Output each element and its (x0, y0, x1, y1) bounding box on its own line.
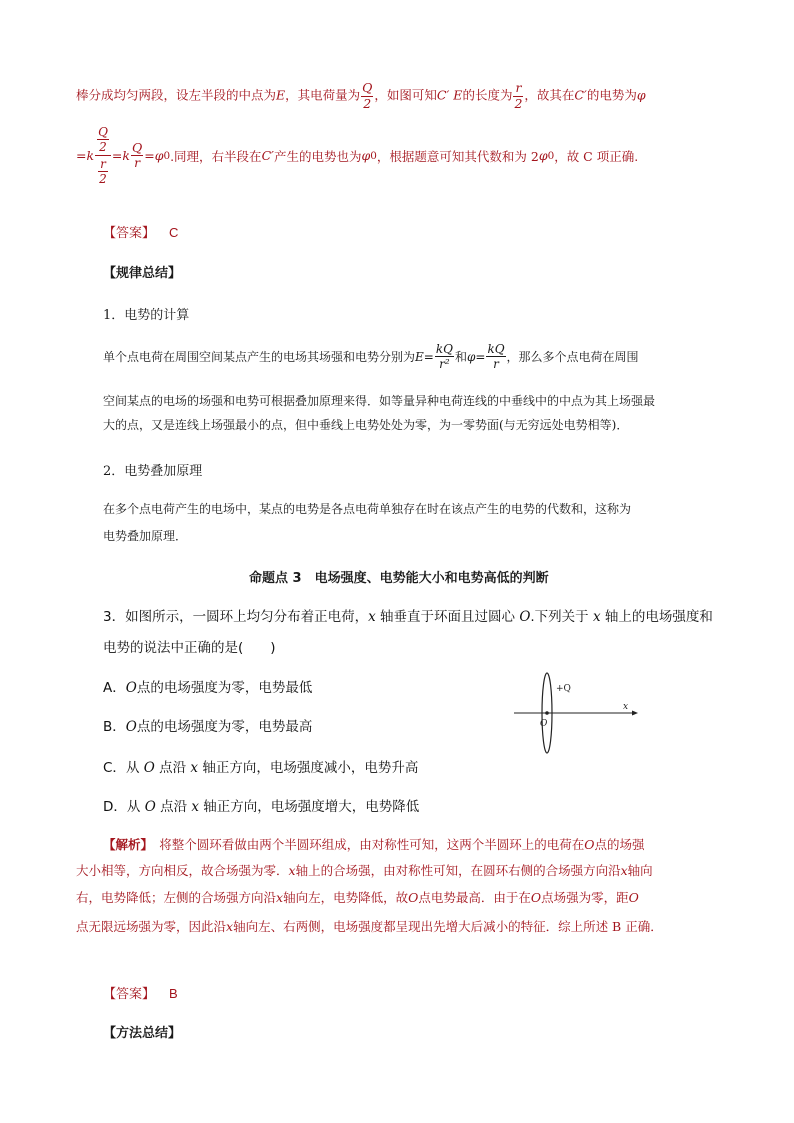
var-phi: φ (538, 148, 548, 163)
fraction-r-over-2 (513, 82, 523, 110)
var-O: O (519, 609, 531, 625)
text: 单个点电荷在周围空间某点产生的电场其场强和电势分别为 (103, 350, 416, 364)
fraction-Q-over-2 (361, 82, 373, 110)
text: .同理，右半段在 (170, 148, 262, 164)
text: 轴向 (627, 863, 653, 878)
question-stem-line-2: 电势的说法中正确的是( ) (103, 640, 276, 656)
answer-1 (103, 222, 178, 241)
var-phi: φ (636, 87, 646, 103)
analysis-3-line-3 (76, 888, 639, 906)
text: 从 (126, 799, 145, 815)
summary-item1-line2: 空间某点的电场的场强和电势可根据叠加原理来得．如等量异种电荷连线的中垂线中的中点为其上场强最 (103, 394, 656, 408)
summary-item1-line1 (103, 343, 639, 370)
text: 轴向左，电势降低，故 (283, 890, 409, 905)
answer-label: 【答案】 (103, 226, 156, 241)
var-phi: φ (361, 148, 371, 163)
var-O: O (144, 799, 156, 815)
analysis-3-line-1 (103, 835, 645, 853)
denominator: 2 (97, 139, 109, 153)
summary-title: 【规律总结】 (103, 266, 182, 281)
question-stem-line-1 (103, 605, 713, 625)
charge-label: +Q (556, 684, 571, 694)
subscript: 0 (163, 149, 171, 162)
analysis-3-line-2 (76, 861, 653, 879)
var-O: O (584, 837, 595, 852)
var-O: O (125, 719, 137, 735)
text: 点沿 (154, 760, 191, 776)
answer-value: B (169, 986, 178, 1001)
numerator: Q (98, 125, 108, 139)
denominator: 2 (99, 172, 107, 186)
numerator: Q (362, 80, 373, 95)
text: =k (111, 148, 130, 163)
fraction-kQ-over-r (486, 343, 505, 370)
summary-item2-line1: 在多个点电荷产生的电场中，某点的电势是各点电荷单独存在时在该点产生的电势的代数和，这称为 (103, 502, 632, 516)
text: .下列关于 (530, 609, 593, 625)
text: 轴向左、右两侧，电场强度都呈现出先增大后减小的特征．综上所述 B 正确． (233, 919, 663, 934)
text: 点的电场强度为零，电势最低 (136, 680, 313, 696)
summary-item2-title: 2．电势叠加原理 (103, 464, 203, 479)
text: =φ (144, 148, 164, 163)
text: 右，电势降低；左侧的合场强方向沿 (76, 890, 277, 905)
var-E: E (415, 349, 424, 364)
text: 轴上的电场强度和 (600, 609, 713, 625)
numerator: r (515, 80, 522, 95)
var-C: C′ (574, 87, 587, 103)
var-O: O (125, 680, 137, 696)
text: 棒分成均匀两段，设左半段的中点为 (76, 87, 277, 103)
var-O: O (143, 760, 155, 776)
var-x: x (190, 760, 199, 776)
var-O: O (408, 890, 419, 905)
answer-value: C (169, 225, 179, 240)
numerator: r (100, 157, 106, 171)
subscript: 0 (370, 149, 377, 162)
denominator: r (486, 356, 505, 370)
analysis-label: 【解析】 (103, 837, 147, 852)
var-x: x (288, 863, 296, 878)
answer-3 (103, 983, 178, 1002)
text: 点场强为零，距 (541, 890, 629, 905)
summary-item1-line3: 大的点，又是连线上场强最小的点，但中垂线上电势处处为零，为一零势面(与无穷远处电势相等)． (103, 418, 629, 432)
origin-point (545, 711, 549, 715)
option-b[interactable] (103, 715, 312, 735)
method-summary-title: 【方法总结】 (103, 1026, 182, 1041)
var-x: x (276, 890, 284, 905)
denominator: r (131, 155, 143, 170)
fraction-Q-over-r (131, 139, 143, 170)
text: ，那么多个点电荷在周围 (506, 350, 639, 364)
compound-fraction (95, 126, 111, 185)
analysis-3-line-4 (76, 917, 663, 935)
summary-item1-title: 1．电势的计算 (103, 308, 190, 323)
option-letter: C． (103, 760, 126, 776)
option-d[interactable] (103, 795, 419, 815)
inner-fraction (97, 126, 109, 153)
text: 大小相等，方向相反，故合场强为零． (76, 863, 289, 878)
text: 的电势为 (586, 87, 637, 103)
text: 和 (454, 350, 467, 364)
var-O: O (628, 890, 639, 905)
var-x: x (191, 799, 199, 815)
var-x: x (592, 609, 601, 625)
text: ，其电荷量为 (285, 87, 361, 103)
text: 轴正方向，电场强度增大，电势降低 (199, 799, 420, 815)
text: 轴正方向，电场强度减小，电势升高 (198, 760, 419, 776)
numerator: Q (131, 139, 143, 155)
text: 点的场强 (594, 837, 645, 852)
option-letter: A． (103, 680, 126, 696)
text: =k (76, 148, 95, 163)
text: 3．如图所示，一圆环上均匀分布着正电荷， (103, 609, 369, 625)
numerator: kQ (435, 342, 453, 356)
section-title: 命题点 3 电场强度、电势能大小和电势高低的判断 (249, 571, 549, 586)
text: 从 (125, 760, 144, 776)
numerator: kQ (487, 342, 505, 356)
text: 轴垂直于环面且过圆心 (375, 609, 520, 625)
text: 点电势最高．由于在 (418, 890, 531, 905)
var-phi: φ (466, 349, 476, 364)
var-x: x (226, 919, 234, 934)
denominator: 2 (361, 96, 373, 111)
var-x: x (368, 609, 376, 625)
denominator (95, 155, 111, 185)
answer-label: 【答案】 (103, 987, 156, 1002)
text: 点的电场强度为零，电势最高 (136, 719, 313, 735)
var-CE: C′ E (436, 87, 463, 103)
option-letter: D． (103, 799, 127, 815)
analysis-continuation-line-2 (76, 126, 638, 185)
fraction-kQ-over-r2 (435, 343, 454, 370)
text: = (475, 349, 486, 364)
x-axis-arrowhead (632, 711, 638, 716)
numerator (95, 126, 111, 155)
ring-figure (510, 668, 640, 758)
denominator: 2 (514, 95, 523, 111)
subscript: 0 (547, 149, 555, 162)
summary-item2-line2: 电势叠加原理． (103, 529, 188, 543)
analysis-continuation-line-1 (76, 82, 646, 110)
var-O: O (530, 890, 542, 905)
text: 轴上的合场强，由对称性可知，在圆环右侧的合场强方向沿 (295, 863, 621, 878)
denominator: r² (435, 356, 454, 370)
var-C: C′ (261, 148, 274, 163)
origin-label: O (540, 719, 548, 729)
text: 产生的电势也为 (273, 148, 362, 164)
text: ，故 C 项正确. (554, 148, 639, 164)
text: ，故其在 (524, 87, 575, 103)
var-x: x (620, 863, 628, 878)
text: ，如图可知 (374, 87, 437, 103)
option-c[interactable] (103, 756, 418, 776)
text: 点无限远场强为零，因此沿 (76, 919, 227, 934)
text: ，根据题意可知其代数和为 2 (376, 148, 539, 164)
inner-fraction (98, 158, 108, 185)
option-a[interactable] (103, 676, 312, 696)
var-E: E (276, 87, 286, 103)
text: 点沿 (155, 799, 192, 815)
option-letter: B． (103, 719, 126, 735)
axis-label: x (623, 702, 629, 712)
text: 的长度为 (462, 87, 513, 103)
text: = (423, 349, 434, 364)
text: 将整个圆环看做由两个半圆环组成，由对称性可知，这两个半圆环上的电荷在 (146, 837, 585, 852)
